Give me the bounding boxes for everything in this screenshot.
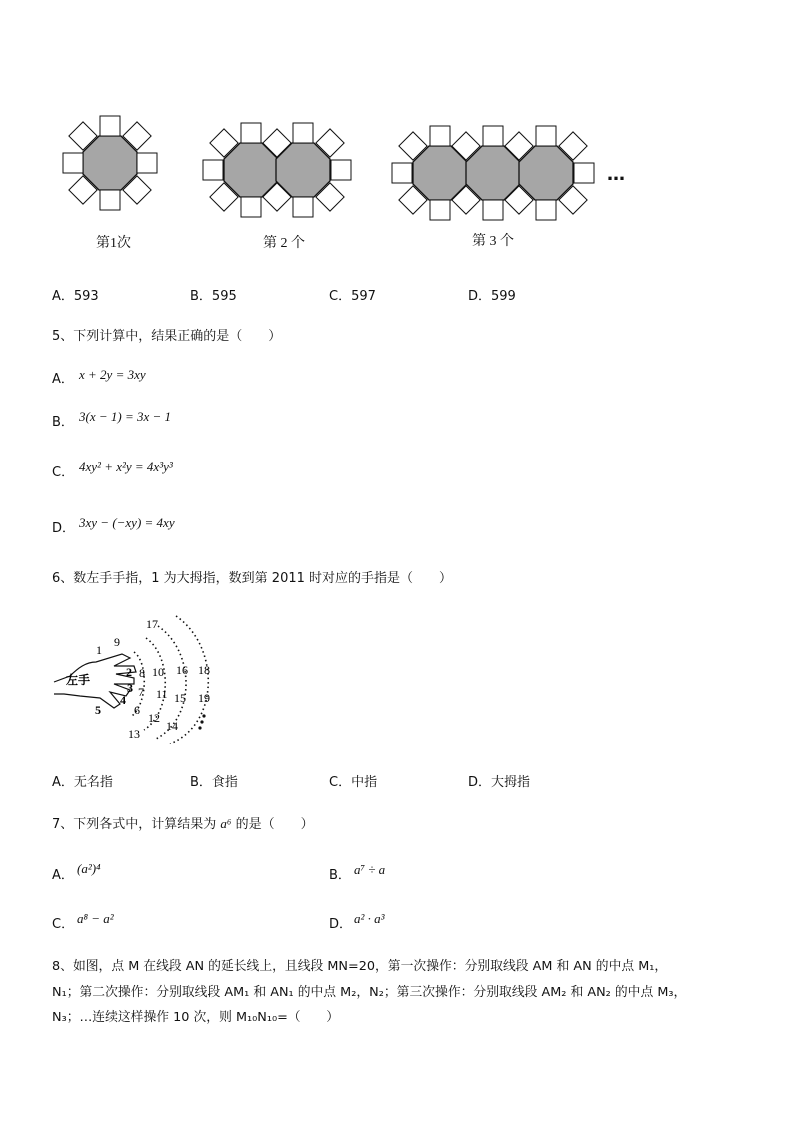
q8-line-2: N₁；第二次操作：分别取线段 AM₁ 和 AN₁ 的中点 M₂，N₂；第三次操作：分别取线段 AM₂ 和 AN₂ 的中点 M₃， <box>52 985 687 1000</box>
q7-stem-before: 7、下列各式中，计算结果为 <box>52 817 217 832</box>
q5-option-b-expr: 3(x − 1) = 3x − 1 <box>79 409 172 424</box>
q6-option-b[interactable]: B．食指 <box>190 775 238 790</box>
q8-line-3: N₃；…连续这样操作 10 次，则 M₁₀N₁₀=（ ） <box>52 1010 339 1025</box>
q7-option-d-expr: a² · a³ <box>354 911 385 926</box>
hand-number-9: 9 <box>114 635 120 649</box>
hand-number-5: 5 <box>95 703 101 717</box>
hand-number-3: 3 <box>127 681 133 695</box>
q7-stem-after: 的是（ ） <box>235 817 314 832</box>
q7-stem-math: a⁶ <box>220 816 232 831</box>
caption-pattern-3: 第 3 个 <box>472 234 514 249</box>
q5-option-b-label[interactable]: B． <box>52 415 74 430</box>
q7-option-a-label[interactable]: A． <box>52 868 74 883</box>
hand-number-17: 17 <box>146 617 158 631</box>
q5-stem: 5、下列计算中，结果正确的是（ ） <box>52 329 282 344</box>
caption-pattern-1: 第1次 <box>96 236 131 251</box>
q6-option-c[interactable]: C．中指 <box>329 775 378 790</box>
hand-number-18: 18 <box>198 663 210 677</box>
hand-number-13: 13 <box>128 727 140 741</box>
q7-option-a-expr: (a²)⁴ <box>77 861 101 876</box>
q4-option-c[interactable]: C．597 <box>329 289 376 304</box>
hand-number-15: 15 <box>174 691 186 705</box>
q7-option-d-label[interactable]: D． <box>329 917 353 932</box>
pattern-2 <box>203 123 351 217</box>
hand-number-6: 6 <box>134 703 140 717</box>
hand-number-7: 7 <box>138 685 144 699</box>
q7-option-b-expr: a⁷ ÷ a <box>354 862 386 877</box>
q5-option-a-label[interactable]: A． <box>52 372 74 387</box>
q8-line-1: 8、如图，点 M 在线段 AN 的延长线上，且线段 MN=20，第一次操作：分别取线段 AM 和 AN 的中点 M₁， <box>52 959 668 974</box>
pattern-1 <box>63 116 157 210</box>
q5-option-d-expr: 3xy − (−xy) = 4xy <box>79 515 175 530</box>
q6-option-d[interactable]: D．大拇指 <box>468 775 531 790</box>
q5-option-c-label[interactable]: C． <box>52 465 75 480</box>
q5-option-d-label[interactable]: D． <box>52 521 76 536</box>
octagon-pattern-figure <box>50 105 650 255</box>
q5-option-c-expr: 4xy² + x²y = 4x³y³ <box>79 459 173 474</box>
hand-number-10: 10 <box>152 665 164 679</box>
hand-number-1: 1 <box>96 643 102 657</box>
hand-number-19: 19 <box>198 691 210 705</box>
q4-option-b[interactable]: B．595 <box>190 289 237 304</box>
q6-option-a[interactable]: A．无名指 <box>52 775 113 790</box>
hand-number-8: 8 <box>139 666 145 680</box>
q7-option-c-label[interactable]: C． <box>52 917 75 932</box>
pattern-ellipsis: … <box>607 164 625 185</box>
hand-number-2: 2 <box>126 665 132 679</box>
hand-number-12: 12 <box>148 711 160 725</box>
q4-option-a[interactable]: A．593 <box>52 289 99 304</box>
hand-number-4: 4 <box>120 693 126 707</box>
q7-stem <box>52 813 314 832</box>
q7-option-b-label[interactable]: B． <box>329 868 351 883</box>
left-hand-figure <box>50 612 220 744</box>
pattern-3 <box>392 126 594 220</box>
q5-option-a-expr: x + 2y = 3xy <box>79 367 146 382</box>
hand-label: 左手 <box>66 673 91 687</box>
q6-stem: 6、数左手手指，1 为大拇指，数到第 2011 时对应的手指是（ ） <box>52 571 453 586</box>
hand-number-11: 11 <box>156 687 168 701</box>
q4-option-d[interactable]: D．599 <box>468 289 516 304</box>
hand-number-14: 14 <box>166 719 178 733</box>
q7-option-c-expr: a⁸ − a² <box>77 911 114 926</box>
hand-number-16: 16 <box>176 663 188 677</box>
caption-pattern-2: 第 2 个 <box>263 236 305 251</box>
